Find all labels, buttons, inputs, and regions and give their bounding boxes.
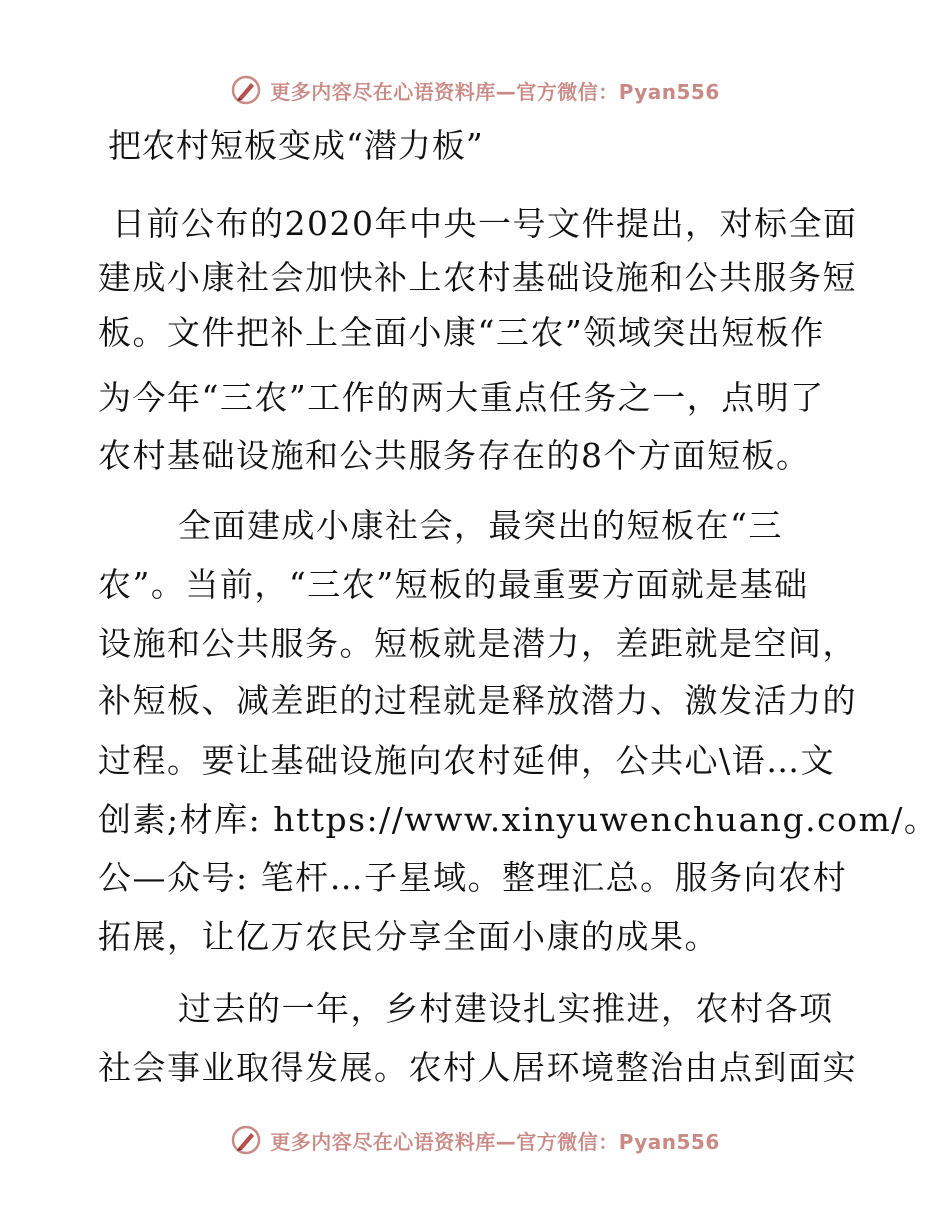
body-line: 为今年“三农”工作的两大重点任务之一，点明了: [98, 378, 825, 417]
pen-logo-icon: [230, 1124, 262, 1156]
body-line: 社会事业取得发展。农村人居环境整治由点到面实: [98, 1048, 857, 1087]
body-line: 农村基础设施和公共服务存在的8个方面短板。: [98, 436, 811, 475]
body-line: 农”。当前，“三农”短板的最重要方面就是基础: [98, 565, 809, 604]
body-line: 建成小康社会加快补上农村基础设施和公共服务短: [98, 258, 857, 297]
body-line: 过程。要让基础设施向农村延伸，公共心\语…文: [98, 741, 836, 780]
body-line: 全面建成小康社会，最突出的短板在“三: [178, 506, 783, 545]
body-line: 拓展，让亿万农民分享全面小康的成果。: [98, 917, 719, 956]
document-title: 把农村短板变成“潜力板”: [108, 126, 484, 165]
body-line: 板。文件把补上全面小康“三农”领域突出短板作: [98, 313, 825, 352]
header-watermark-text: 更多内容尽在心语资料库—官方微信：Pyan556: [270, 79, 720, 104]
body-line: 日前公布的2020年中央一号文件提出，对标全面: [112, 204, 858, 243]
body-line: 补短板、减差距的过程就是释放潜力、激发活力的: [98, 681, 857, 720]
body-line: 创素;材库: https://www.xinyuwenchuang.com/。: [98, 800, 939, 839]
body-line: 公—众号: 笔杆…子星域。整理汇总。服务向农村: [98, 858, 848, 897]
footer-watermark-text: 更多内容尽在心语资料库—官方微信：Pyan556: [270, 1129, 720, 1154]
footer-watermark: [0, 1120, 950, 1160]
body-line: 过去的一年，乡村建设扎实推进，农村各项: [178, 989, 834, 1028]
body-line: 设施和公共服务。短板就是潜力，差距就是空间，: [98, 624, 857, 663]
